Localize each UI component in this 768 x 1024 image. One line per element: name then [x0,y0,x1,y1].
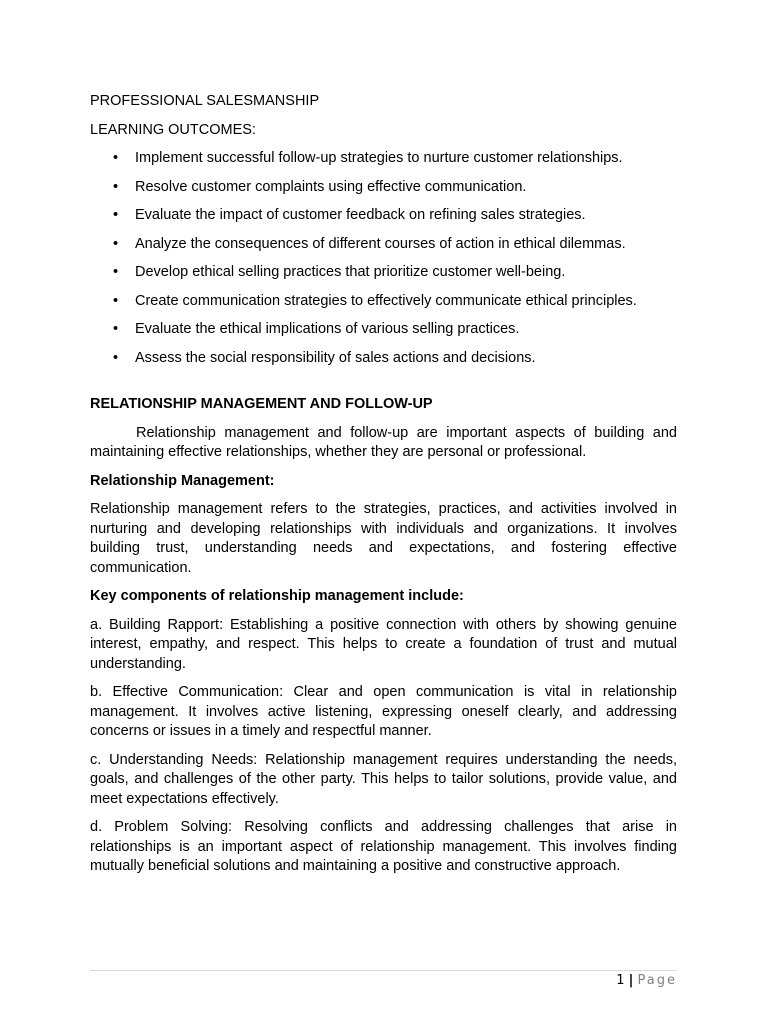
footer-separator: | [628,973,634,988]
page-label: Page [637,973,677,988]
list-item [90,235,677,255]
list-item-text: Analyze the consequences of different courses of action in ethical dilemmas. [135,235,626,252]
bullet-icon: • [113,264,119,280]
list-item [90,263,677,283]
relationship-management-heading: Relationship Management: [90,472,275,489]
list-item-text: Evaluate the impact of customer feedback on refining sales strategies. [135,207,586,223]
page-footer [616,973,677,989]
list-item-text: Develop ethical selling practices that prioritize customer well-being. [135,264,566,280]
list-item-text: Evaluate the ethical implications of various selling practices. [135,321,520,337]
bullet-icon: • [113,349,119,366]
bullet-icon: • [113,150,119,166]
intro-paragraph: Relationship management and follow-up are important aspects of building and maintaining effective relationships, whether they are personal or professional. [90,424,677,460]
list-item [90,349,677,369]
list-item [90,292,677,312]
list-item [90,206,677,226]
component-paragraph: b. Effective Communication: Clear and open communication is vital in relationship management. It involves active listening, expressing oneself clearly, and addressing concerns or issues in a timely and respectful manner. [90,684,677,739]
relationship-management-paragraph: Relationship management refers to the strategies, practices, and activities involved in nurturing and developing relationships with individuals and organizations. It involves building trust, understanding needs and expectations, and fostering effective communication. [90,501,677,576]
bullet-icon: • [113,321,119,337]
component-paragraph: c. Understanding Needs: Relationship management requires understanding the needs, goals, and challenges of the other party. This helps to tailor solutions, provide value, and meet expectations effectively. [90,751,677,807]
key-components-heading: Key components of relationship management include: [90,588,464,604]
document-title: PROFESSIONAL SALESMANSHIP [90,93,320,109]
list-item-text: Create communication strategies to effectively communicate ethical principles. [135,292,637,309]
list-item [90,320,677,340]
bullet-icon: • [113,207,119,223]
list-item [90,149,677,169]
page-number: 1 [616,973,625,988]
component-paragraph: d. Problem Solving: Resolving conflicts and addressing challenges that arise in relationships is an important aspect of relationship management. This involves finding mutually beneficial solutions and maintaining a positive and constructive approach. [90,819,677,874]
learning-outcomes-heading: LEARNING OUTCOMES: [90,121,256,138]
list-item-text: Assess the social responsibility of sales actions and decisions. [135,349,536,366]
bullet-icon: • [113,178,119,195]
learning-outcomes-list [90,149,677,368]
list-item [90,178,677,198]
footer-divider [90,970,677,971]
bullet-icon: • [113,292,119,309]
bullet-icon: • [113,235,119,252]
component-paragraph: a. Building Rapport: Establishing a positive connection with others by showing genuine interest, empathy, and respect. This helps to create a foundation of trust and mutual understanding. [90,616,677,672]
document-body [90,92,677,886]
list-item-text: Resolve customer complaints using effective communication. [135,178,527,195]
list-item-text: Implement successful follow-up strategies to nurture customer relationships. [135,150,623,166]
section-heading: RELATIONSHIP MANAGEMENT AND FOLLOW-UP [90,396,433,412]
